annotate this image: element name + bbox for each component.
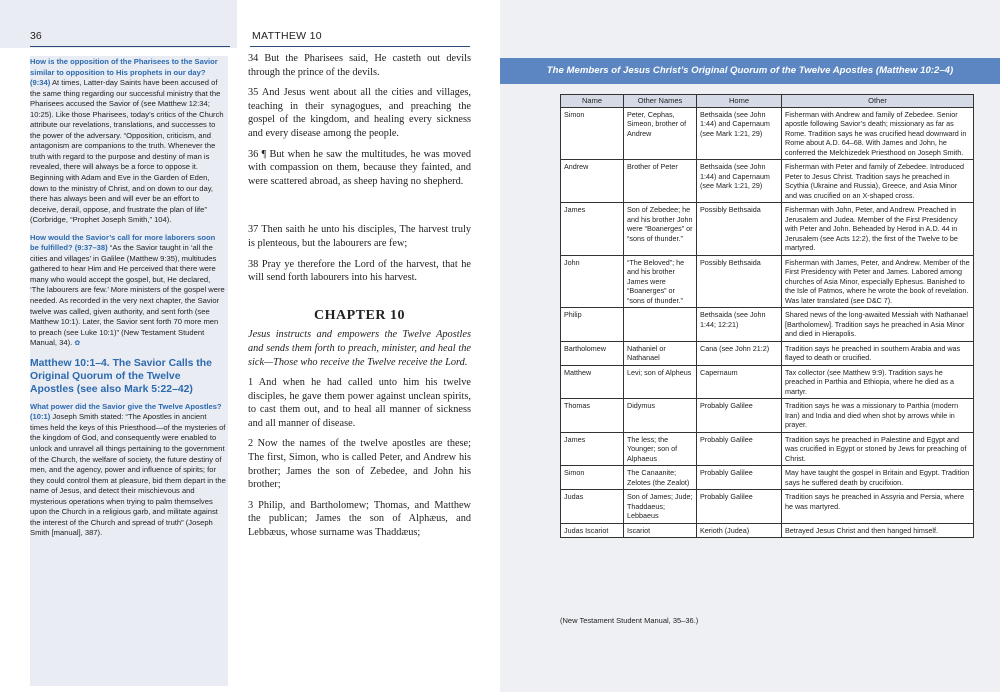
chapter-verse-2: 2 Now the names of the twelve apostles are these; The first, Simon, who is called Peter, and Andrew his brother; James the son of Zebedee, and John his brother; (248, 438, 471, 491)
cell-name: James (561, 203, 624, 256)
question-3-heading: What power did the Savior give the Twelve Apostles? (30, 401, 222, 411)
page-number: 36 (30, 30, 42, 42)
cell-other-names: The Canaanite; Zelotes (the Zealot) (624, 466, 697, 490)
table-row (561, 432, 974, 466)
cell-other-names: Iscariot (624, 523, 697, 538)
cell-other-names: Brother of Peter (624, 160, 697, 203)
question-2-text: “As the Savior taught in ‘all the cities and villages’ in Galilee (Matthew 9:35), multitudes gathered to hear Him and He perceived that there were many who would accept the gospel, but, He declared, ‘The labourers are few.’ More ministers of the gospel were needed. As recorded in the very next chapter, the Savior twelve was called, given authority, and sent forth (see Matthew 10:1). Later, the Savior sent forth 70 more men to preach (see Luke 10:1)” (New Testament Student Manual, 34). (30, 243, 225, 348)
cell-other: Fisherman with Andrew and family of Zebedee. Senior apostle following Savior’s death; missionary as far as Rome. Tradition says he was crucified head downward in Rome about A.D. 64–68. With James and John, he conferred the Melchizedek Priesthood on Joseph Smith. (782, 107, 974, 160)
question-3-reference: (10:1) (30, 412, 51, 422)
cell-other-names (624, 308, 697, 342)
scripture-column (248, 52, 471, 547)
chapter-summary: Jesus instructs and empowers the Twelve Apostles and sends them forth to preach, minister, and heal the sick—Those who receive the Twelve receive the Lord. (248, 329, 471, 368)
cell-other: Fisherman with John, Peter, and Andrew. Preached in Jerusalem and Judea. Member of the First Presidency with Peter and John. Beheaded by Herod in A.D. 44 in Jerusalem (see Acts 12:2), the first of the Twelve to be martyred. (782, 203, 974, 256)
cell-other-names: Didymus (624, 399, 697, 433)
question-1-heading: How is the opposition of the Pharisees to the Savior similar to opposition to His prophets in our day? (30, 57, 218, 77)
cell-other: Tradition says he preached in southern Arabia and was flayed to death or crucified. (782, 341, 974, 365)
verse-37: 37 Then saith he unto his disciples, The harvest truly is plenteous, but the labourers are few; (248, 224, 471, 249)
cell-name: Matthew (561, 365, 624, 399)
cell-home: Probably Galilee (697, 490, 782, 524)
cell-name: John (561, 255, 624, 308)
cell-name: Simon (561, 466, 624, 490)
cell-home: Bethsaida (see John 1:44) and Capernaum (see Mark 1:21, 29) (697, 107, 782, 160)
cell-home: Probably Galilee (697, 466, 782, 490)
cell-other-names: The less; the Younger; son of Alphaeus (624, 432, 697, 466)
table-row (561, 399, 974, 433)
cell-name: Bartholomew (561, 341, 624, 365)
chapter-heading: CHAPTER 10 (314, 307, 405, 323)
question-2-reference: (9:37–38) (74, 243, 108, 253)
cell-other: Tradition says he preached in Assyria and Persia, where he was martyred. (782, 490, 974, 524)
question-1-text: At times, Latter-day Saints have been accused of the same thing regarding our successful ministry that the Pharisees accused the Savior of (see Matthew 12:34; 10:25). Like those Pharisees, today’s critics of the Church attribute our revelations, translations, and successes to the power of the adversary. “Opposition, criticism, and antagonism are companions to the truth. Whenever the truth with regard to the purpose and destiny of man is revealed, there will always be a force to oppose it. Beginning with Adam and Eve in the Garden of Eden, down to the ministry of Christ, and on down to our day, there has always been and will ever be an effort to deceive, derail, oppose, and frustrate the plan of life” (Corbridge, “Prophet Joseph Smith,” 104). (30, 78, 224, 225)
commentary-question-1 (30, 57, 226, 226)
verse-34: 34 But the Pharisees said, He casteth out devils through the prince of the devils. (248, 53, 471, 78)
header-rule-right (250, 46, 470, 47)
table-row (561, 160, 974, 203)
cell-name: Judas (561, 490, 624, 524)
table-row (561, 466, 974, 490)
header-other-names: Other Names (624, 95, 697, 108)
cell-other: Betrayed Jesus Christ and then hanged himself. (782, 523, 974, 538)
cell-name: Thomas (561, 399, 624, 433)
header-home: Home (697, 95, 782, 108)
section-heading: Matthew 10:1–4. The Savior Calls the Original Quorum of the Twelve Apostles (see also Mark 5:22–42) (30, 357, 212, 395)
cell-other: May have taught the gospel in Britain and Egypt. Tradition says he suffered death by crucifixion. (782, 466, 974, 490)
table-header-row (561, 95, 974, 108)
question-1-reference: (9:34) (30, 78, 51, 88)
table-row (561, 523, 974, 538)
cell-home: Capernaum (697, 365, 782, 399)
cell-other-names: Son of Zebedee; he and his brother John were “Boanerges” or “sons of thunder.” (624, 203, 697, 256)
cell-other: Tax collector (see Matthew 9:9). Tradition says he preached in Parthia and Ethiopia, where he died as a martyr. (782, 365, 974, 399)
cell-other-names: Levi; son of Alpheus (624, 365, 697, 399)
table-row (561, 490, 974, 524)
cell-home: Cana (see John 21:2) (697, 341, 782, 365)
table-row (561, 107, 974, 160)
cell-name: James (561, 432, 624, 466)
cell-home: Probably Galilee (697, 399, 782, 433)
table-row (561, 341, 974, 365)
table-row (561, 203, 974, 256)
verse-36: 36 ¶ But when he saw the multitudes, he was moved with compassion on them, because they fainted, and were scattered abroad, as sheep having no shepherd. (248, 148, 471, 187)
commentary-column (30, 57, 226, 546)
header-name: Name (561, 95, 624, 108)
header-other: Other (782, 95, 974, 108)
cell-home: Possibly Bethsaida (697, 255, 782, 308)
cell-other-names: “The Beloved”; he and his brother James were “Boanerges” or “sons of thunder.” (624, 255, 697, 308)
cell-home: Kerioth (Judea) (697, 523, 782, 538)
cell-home: Possibly Bethsaida (697, 203, 782, 256)
cell-other-names: Son of James; Jude; Thaddaeus; Lebbaeus (624, 490, 697, 524)
cell-other: Fisherman with James, Peter, and Andrew. Member of the First Presidency with Peter and James. Labored among churches of Asia Minor, especially Ephesus. Banished to the Isle of Patmos, where he wrote the book of revelation. Was later translated (see D&C 7). (782, 255, 974, 308)
cell-name: Andrew (561, 160, 624, 203)
table-banner: The Members of Jesus Christ’s Original Quorum of the Twelve Apostles (Matthew 10:2–4) (500, 58, 1000, 84)
question-3-text: Joseph Smith stated: “The Apostles in ancient times held the keys of this Priesthood—of the mysteries of the kingdom of God, and consequently were enabled to unlock and unravel all things pertaining to the government of the Church, the welfare of society, the future destiny of men, and the agency, power and influence of spirits; for they could control them at pleasure, bid them depart in the name of Jesus, and detect their mischievous and mysterious operations when trying to palm themselves upon the Church in a religious garb, and militate against the interest of the Church and spread of truth” (Joseph Smith [manual], 387). (30, 412, 226, 538)
table-row (561, 308, 974, 342)
cell-name: Philip (561, 308, 624, 342)
commentary-question-3 (30, 402, 226, 539)
table-row (561, 365, 974, 399)
running-title: MATTHEW 10 (252, 30, 322, 42)
cell-other-names: Nathaniel or Nathanael (624, 341, 697, 365)
cell-other: Tradition says he was a missionary to Parthia (modern Iran) and India and died when shot by arrows while in prayer. (782, 399, 974, 433)
chapter-verse-3: 3 Philip, and Bartholomew; Thomas, and Matthew the publican; James the son of Alphæus, and Lebbæus, whose surname was Thaddæus; (248, 499, 471, 539)
verse-38: 38 Pray ye therefore the Lord of the harvest, that he will send forth labourers into his harvest. (248, 258, 471, 284)
cell-home: Bethsaida (see John 1:44; 12:21) (697, 308, 782, 342)
table-row (561, 255, 974, 308)
cell-home: Probably Galilee (697, 432, 782, 466)
cell-name: Simon (561, 107, 624, 160)
cell-other-names: Peter, Cephas, Simeon, brother of Andrew (624, 107, 697, 160)
cell-other: Tradition says he preached in Palestine and Egypt and was crucified in Egypt or stoned by Jews for preaching of Christ. (782, 432, 974, 466)
cell-other: Shared news of the long-awaited Messiah with Nathanael [Bartholomew]. Tradition says he preached in Asia Minor and died in Hierapolis. (782, 308, 974, 342)
table-source-note: (New Testament Student Manual, 35–36.) (560, 616, 699, 625)
commentary-question-2 (30, 233, 226, 350)
cell-other: Fisherman with Peter and family of Zebedee. Introduced Peter to Jesus Christ. Tradition says he preached in Scythia (Ukraine and Russia), Greece, and Asia Minor and was crucified on an X-shaped cross. (782, 160, 974, 203)
cell-home: Bethsaida (see John 1:44) and Capernaum (see Mark 1:21, 29) (697, 160, 782, 203)
verse-35: 35 And Jesus went about all the cities and villages, teaching in their synagogues, and preaching the gospel of the kingdom, and healing every sickness and every disease among the people. (248, 87, 471, 139)
cell-name: Judas Iscariot (561, 523, 624, 538)
header-rule-left (30, 46, 230, 47)
chapter-verse-1: 1 And when he had called unto him his twelve disciples, he gave them power against unclean spirits, to cast them out, and to heal all manner of sickness and all manner of disease. (248, 377, 471, 429)
ornament-icon: ✿ (74, 340, 81, 348)
question-2-heading: How would the Savior’s call for more laborers soon be fulfilled? (30, 232, 216, 253)
apostles-table (560, 94, 974, 538)
